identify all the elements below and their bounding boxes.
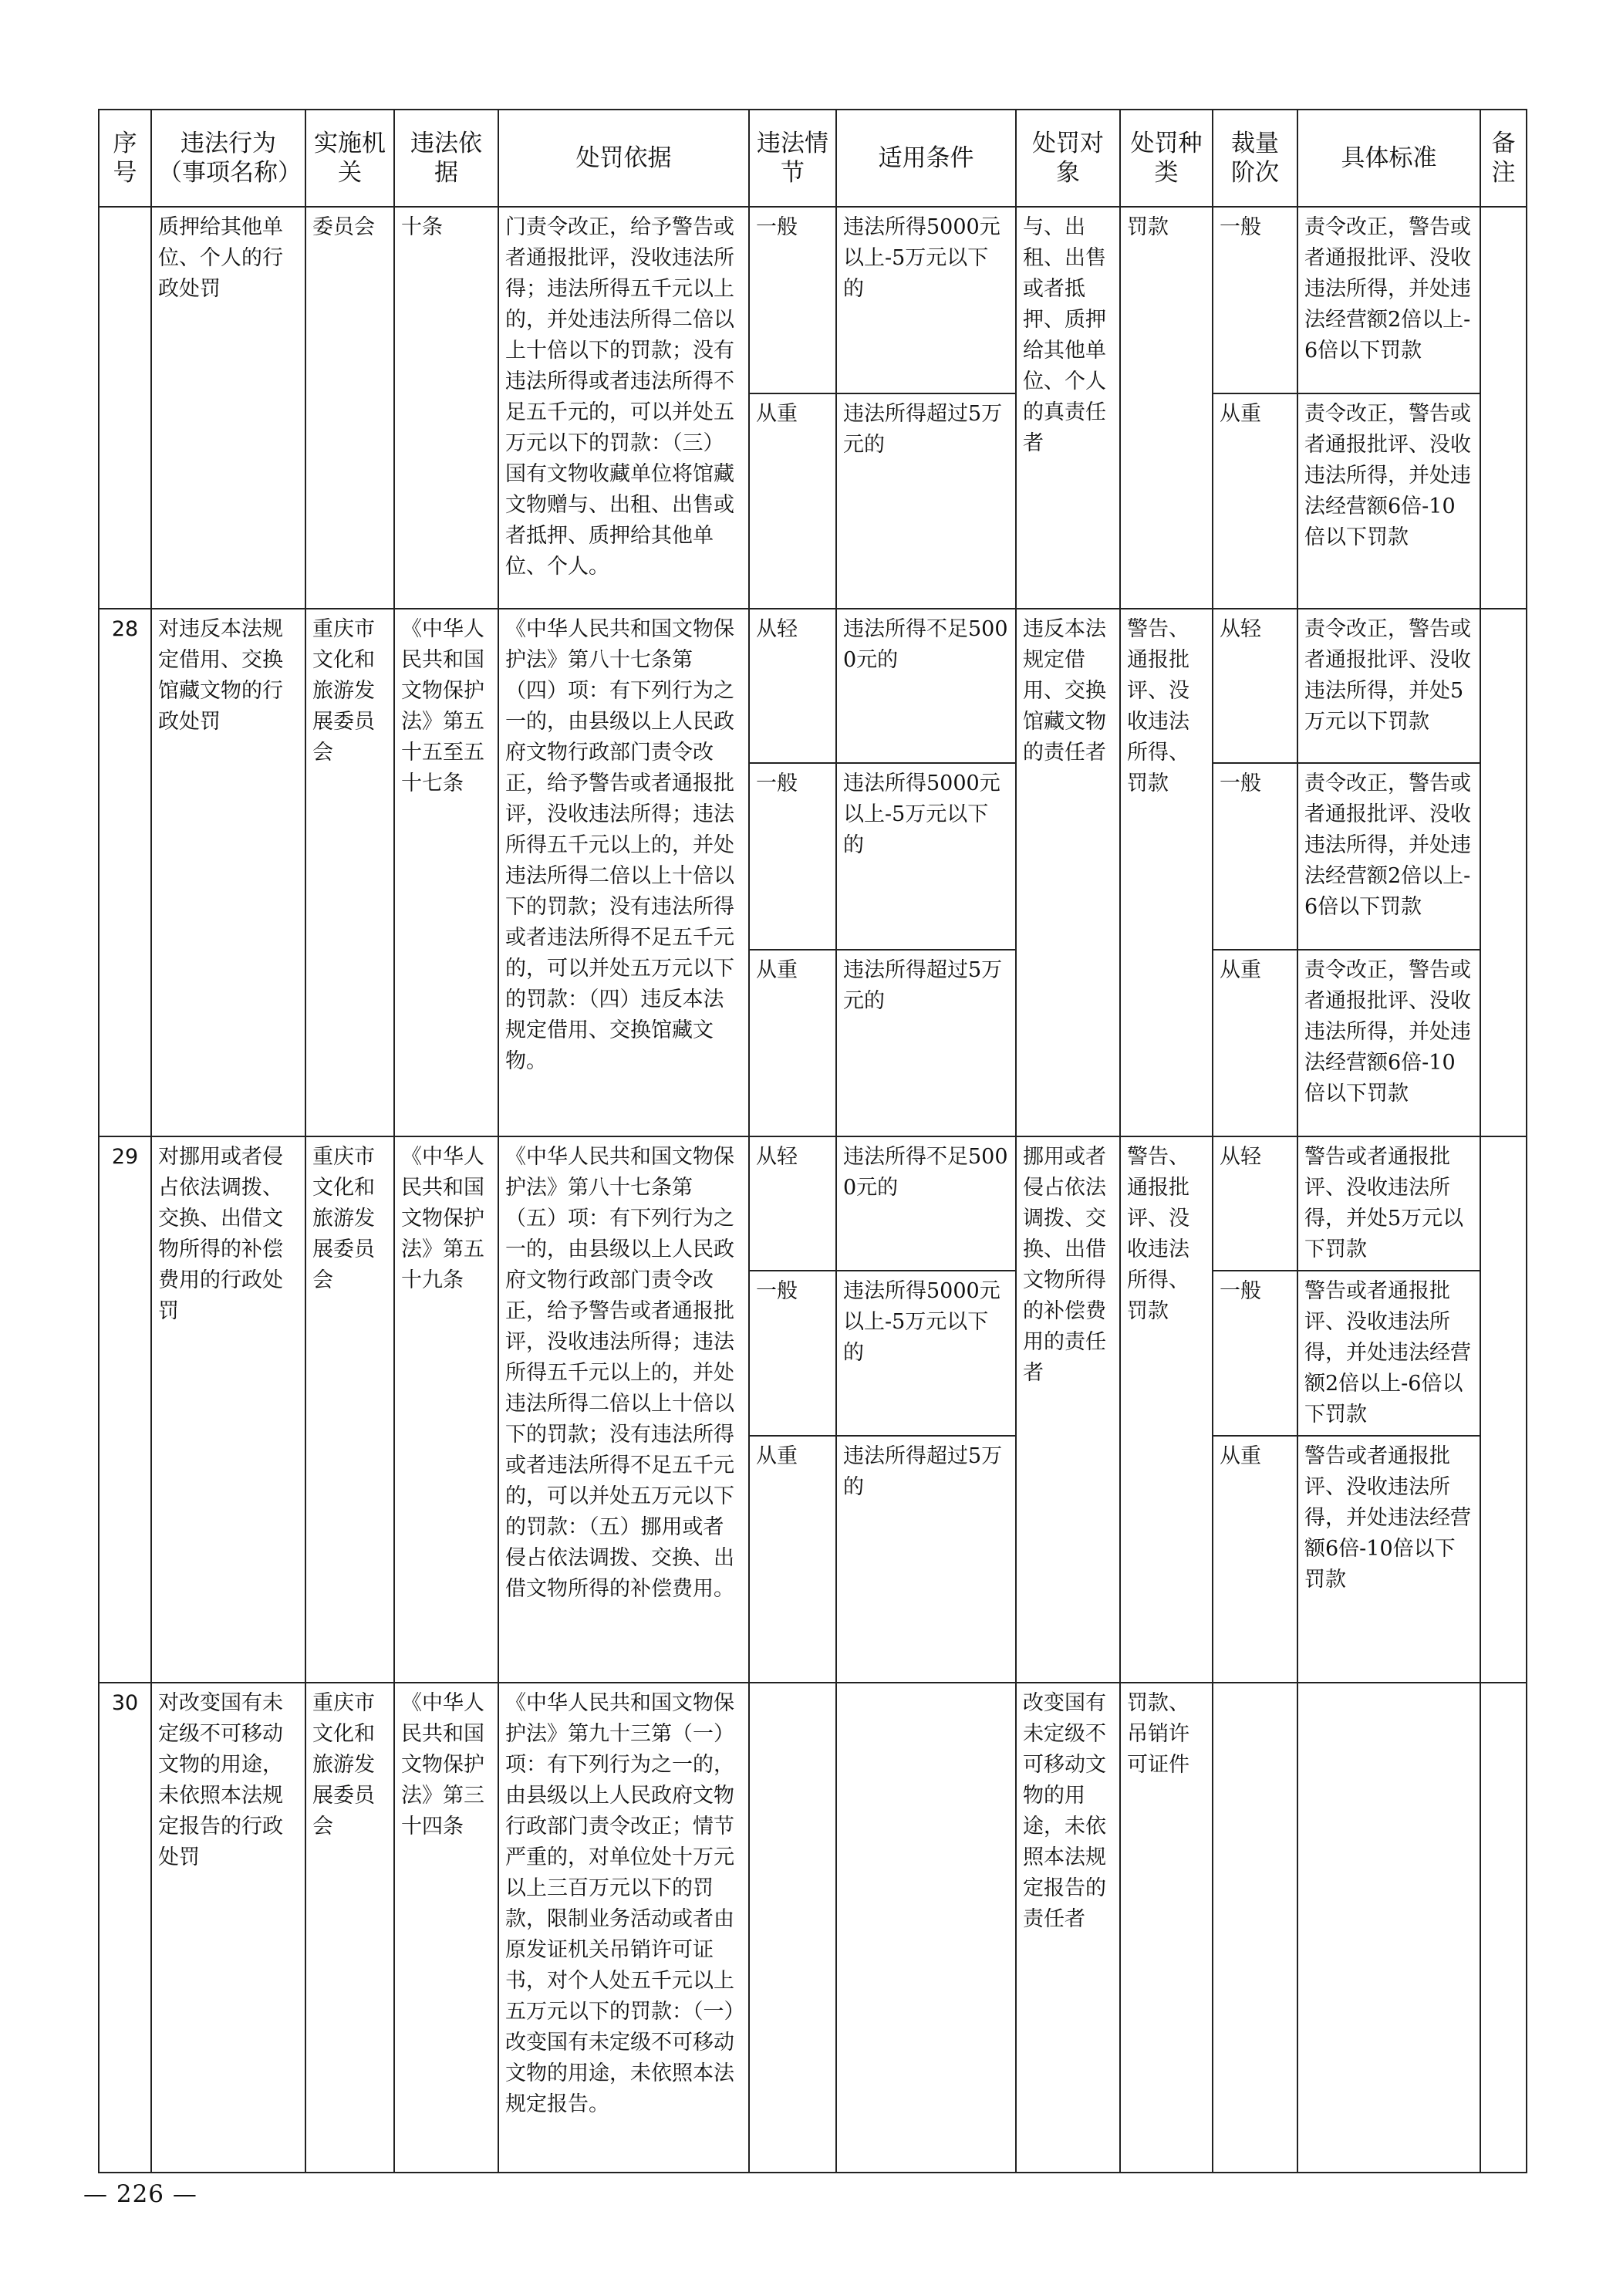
legal-basis: 《中华人民共和国文物保护法》第三十四条: [394, 1683, 498, 2173]
penalty-basis: 《中华人民共和国文物保护法》第八十七条第（五）项：有下列行为之一的，由县级以上人民政府文物行政部门责令改正，给予警告或者通报批评，没收违法所得；违法所得五千元以上的，并处违法所得二倍以上十倍以下的罚款；没有违法所得或者违法所得不足五千元的，可以并处五万元以下的罚款：（五）挪用或者侵占依法调拨、交换、出借文物所得的补偿费用。: [498, 1136, 749, 1683]
table-row: [99, 1136, 1527, 1271]
tier-cell: 一般: [1213, 763, 1297, 950]
condition-cell: 违法所得超过5万的: [836, 1436, 1016, 1683]
condition-cell: 违法所得超过5万元的: [836, 393, 1016, 609]
tier-cell: 一般: [1213, 207, 1297, 393]
plot-cell: 一般: [749, 207, 836, 393]
page-number: — 226 —: [83, 2180, 197, 2208]
header-standard: 具体标准: [1297, 110, 1480, 207]
tier-cell: 从重: [1213, 950, 1297, 1136]
table-header-row: [99, 110, 1527, 207]
standard-cell: 责令改正，警告或者通报批评、没收违法所得，并处违法经营额2倍以上-6倍以下罚款: [1297, 763, 1480, 950]
condition-cell: 违法所得5000元以上-5万元以下的: [836, 207, 1016, 393]
agency: 委员会: [305, 207, 394, 609]
tier-cell: 从重: [1213, 1436, 1297, 1683]
header-condition: 适用条件: [836, 110, 1016, 207]
violation-name: 对违反本法规定借用、交换馆藏文物的行政处罚: [151, 609, 305, 1136]
header-agency: 实施机关: [305, 110, 394, 207]
header-plot: 违法情节: [749, 110, 836, 207]
standard-cell: 警告或者通报批评、没收违法所得，并处违法经营额6倍-10倍以下罚款: [1297, 1436, 1480, 1683]
plot-cell: 从轻: [749, 609, 836, 763]
plot-cell: 从重: [749, 393, 836, 609]
tier-cell: 一般: [1213, 1271, 1297, 1436]
header-penalty-basis: 处罚依据: [498, 110, 749, 207]
row-number: 29: [99, 1136, 151, 1683]
header-kind: 处罚种类: [1120, 110, 1213, 207]
header-basis: 违法依据: [394, 110, 498, 207]
condition-cell: 违法所得超过5万元的: [836, 950, 1016, 1136]
header-target: 处罚对象: [1016, 110, 1120, 207]
agency: 重庆市文化和旅游发展委员会: [305, 609, 394, 1136]
violation-name: 对改变国有未定级不可移动文物的用途，未依照本法规定报告的行政处罚: [151, 1683, 305, 2173]
standard-cell: 警告或者通报批评、没收违法所得，并处违法经营额2倍以上-6倍以下罚款: [1297, 1271, 1480, 1436]
legal-basis: 十条: [394, 207, 498, 609]
penalty-target: 违反本法规定借用、交换馆藏文物的责任者: [1016, 609, 1120, 1136]
legal-basis: 《中华人民共和国文物保护法》第五十九条: [394, 1136, 498, 1683]
agency: 重庆市文化和旅游发展委员会: [305, 1136, 394, 1683]
penalty-kind: 警告、通报批评、没收违法所得、罚款: [1120, 609, 1213, 1136]
standard-cell: [1297, 1683, 1480, 2173]
table-row: [99, 1683, 1527, 2173]
plot-cell: [749, 1683, 836, 2173]
plot-cell: 从重: [749, 1436, 836, 1683]
legal-basis: 《中华人民共和国文物保护法》第五十五至五十七条: [394, 609, 498, 1136]
plot-cell: 从重: [749, 950, 836, 1136]
row-number: [99, 207, 151, 609]
condition-cell: 违法所得5000元以上-5万元以下的: [836, 763, 1016, 950]
header-violation: 违法行为（事项名称）: [151, 110, 305, 207]
standard-cell: 责令改正，警告或者通报批评、没收违法所得，并处违法经营额6倍-10倍以下罚款: [1297, 950, 1480, 1136]
plot-cell: 一般: [749, 1271, 836, 1436]
remark-cell: [1480, 1683, 1527, 2173]
tier-cell: 从重: [1213, 393, 1297, 609]
standard-cell: 警告或者通报批评、没收违法所得，并处5万元以下罚款: [1297, 1136, 1480, 1271]
tier-cell: 从轻: [1213, 1136, 1297, 1271]
condition-cell: 违法所得不足5000元的: [836, 609, 1016, 763]
condition-cell: 违法所得5000元以上-5万元以下的: [836, 1271, 1016, 1436]
row-number: 30: [99, 1683, 151, 2173]
violation-name: 对挪用或者侵占依法调拨、交换、出借文物所得的补偿费用的行政处罚: [151, 1136, 305, 1683]
penalty-kind: 警告、通报批评、没收违法所得、罚款: [1120, 1136, 1213, 1683]
standard-cell: 责令改正，警告或者通报批评、没收违法所得，并处违法经营额2倍以上-6倍以下罚款: [1297, 207, 1480, 393]
remark-cell: [1480, 1136, 1527, 1683]
standard-cell: 责令改正，警告或者通报批评、没收违法所得，并处违法经营额6倍-10倍以下罚款: [1297, 393, 1480, 609]
remark-cell: [1480, 207, 1527, 609]
penalty-target: 挪用或者侵占依法调拨、交换、出借文物所得的补偿费用的责任者: [1016, 1136, 1120, 1683]
penalty-target: 与、出租、出售或者抵押、质押给其他单位、个人的真责任者: [1016, 207, 1120, 609]
penalty-basis: 《中华人民共和国文物保护法》第九十三第（一）项：有下列行为之一的，由县级以上人民政府文物行政部门责令改正；情节严重的，对单位处十万元以上三百万元以下的罚款，限制业务活动或者由原发证机关吊销许可证书，对个人处五千元以上五万元以下的罚款：（一）改变国有未定级不可移动文物的用途，未依照本法规定报告。: [498, 1683, 749, 2173]
penalty-table: [98, 109, 1527, 2173]
table-row: [99, 609, 1527, 763]
standard-cell: 责令改正，警告或者通报批评、没收违法所得，并处5万元以下罚款: [1297, 609, 1480, 763]
penalty-basis: 《中华人民共和国文物保护法》第八十七条第（四）项：有下列行为之一的，由县级以上人民政府文物行政部门责令改正，给予警告或者通报批评，没收违法所得；违法所得五千元以上的，并处违法所得二倍以上十倍以下的罚款；没有违法所得或者违法所得不足五千元的，可以并处五万元以下的罚款：（四）违反本法规定借用、交换馆藏文物。: [498, 609, 749, 1136]
table-row: [99, 207, 1527, 393]
header-no: 序号: [99, 110, 151, 207]
plot-cell: 从轻: [749, 1136, 836, 1271]
header-tier: 裁量阶次: [1213, 110, 1297, 207]
header-remark: 备注: [1480, 110, 1527, 207]
violation-name: 质押给其他单位、个人的行政处罚: [151, 207, 305, 609]
penalty-kind: 罚款: [1120, 207, 1213, 609]
remark-cell: [1480, 609, 1527, 1136]
tier-cell: 从轻: [1213, 609, 1297, 763]
tier-cell: [1213, 1683, 1297, 2173]
plot-cell: 一般: [749, 763, 836, 950]
penalty-kind: 罚款、吊销许可证件: [1120, 1683, 1213, 2173]
condition-cell: 违法所得不足5000元的: [836, 1136, 1016, 1271]
penalty-target: 改变国有未定级不可移动文物的用途，未依照本法规定报告的责任者: [1016, 1683, 1120, 2173]
condition-cell: [836, 1683, 1016, 2173]
penalty-basis: 门责令改正，给予警告或者通报批评，没收违法所得；违法所得五千元以上的，并处违法所得二倍以上十倍以下的罚款；没有违法所得或者违法所得不足五千元的，可以并处五万元以下的罚款：（三）国有文物收藏单位将馆藏文物赠与、出租、出售或者抵押、质押给其他单位、个人。: [498, 207, 749, 609]
row-number: 28: [99, 609, 151, 1136]
agency: 重庆市文化和旅游发展委员会: [305, 1683, 394, 2173]
